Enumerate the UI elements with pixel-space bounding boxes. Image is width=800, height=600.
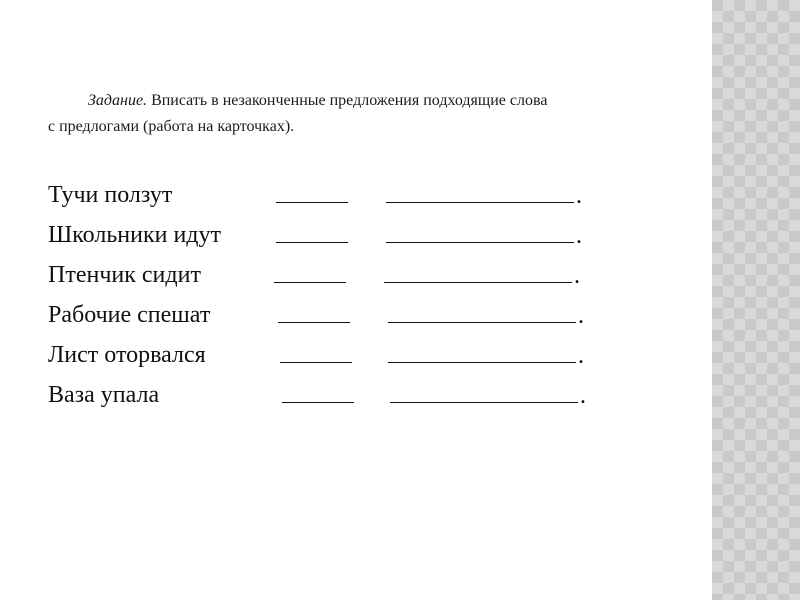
- task-text-line-2: с предлогами (работа на карточках).: [48, 118, 295, 135]
- preposition-blank: [280, 340, 352, 371]
- word-blank: [388, 300, 584, 331]
- word-blank: [384, 260, 580, 291]
- exercise-row: [48, 380, 648, 420]
- sentence-period: .: [578, 343, 584, 369]
- sentence-period: .: [576, 183, 582, 209]
- word-blank: [386, 220, 582, 251]
- word-blank: [390, 380, 586, 411]
- exercise-row: [48, 340, 648, 380]
- task-lead: Задание.: [88, 92, 148, 109]
- exercise-row: [48, 300, 648, 340]
- sentence-period: .: [580, 383, 586, 409]
- word-blank: [386, 180, 582, 211]
- task-instruction: [48, 88, 688, 140]
- word-blank: [388, 340, 584, 371]
- exercise-row: [48, 260, 648, 300]
- sentence-start: Ваза упала: [48, 382, 160, 408]
- preposition-blank: [278, 300, 350, 331]
- sentence-period: .: [578, 303, 584, 329]
- exercise-list: [48, 180, 648, 420]
- sentence-period: .: [574, 263, 580, 289]
- task-line-1: [48, 88, 688, 114]
- preposition-blank: [282, 380, 354, 411]
- preposition-blank: [274, 260, 346, 291]
- exercise-row: [48, 220, 648, 260]
- sentence-start: Птенчик сидит: [48, 262, 201, 288]
- decorative-side-panel: [712, 0, 800, 600]
- sentence-start: Школьники идут: [48, 222, 221, 248]
- sentence-start: Тучи ползут: [48, 182, 173, 208]
- preposition-blank: [276, 180, 348, 211]
- sentence-start: Рабочие спешат: [48, 302, 211, 328]
- task-text-line-1: Вписать в незаконченные предложения подходящие слова: [147, 92, 548, 109]
- sentence-period: .: [576, 223, 582, 249]
- exercise-row: [48, 180, 648, 220]
- sentence-start: Лист оторвался: [48, 342, 206, 368]
- preposition-blank: [276, 220, 348, 251]
